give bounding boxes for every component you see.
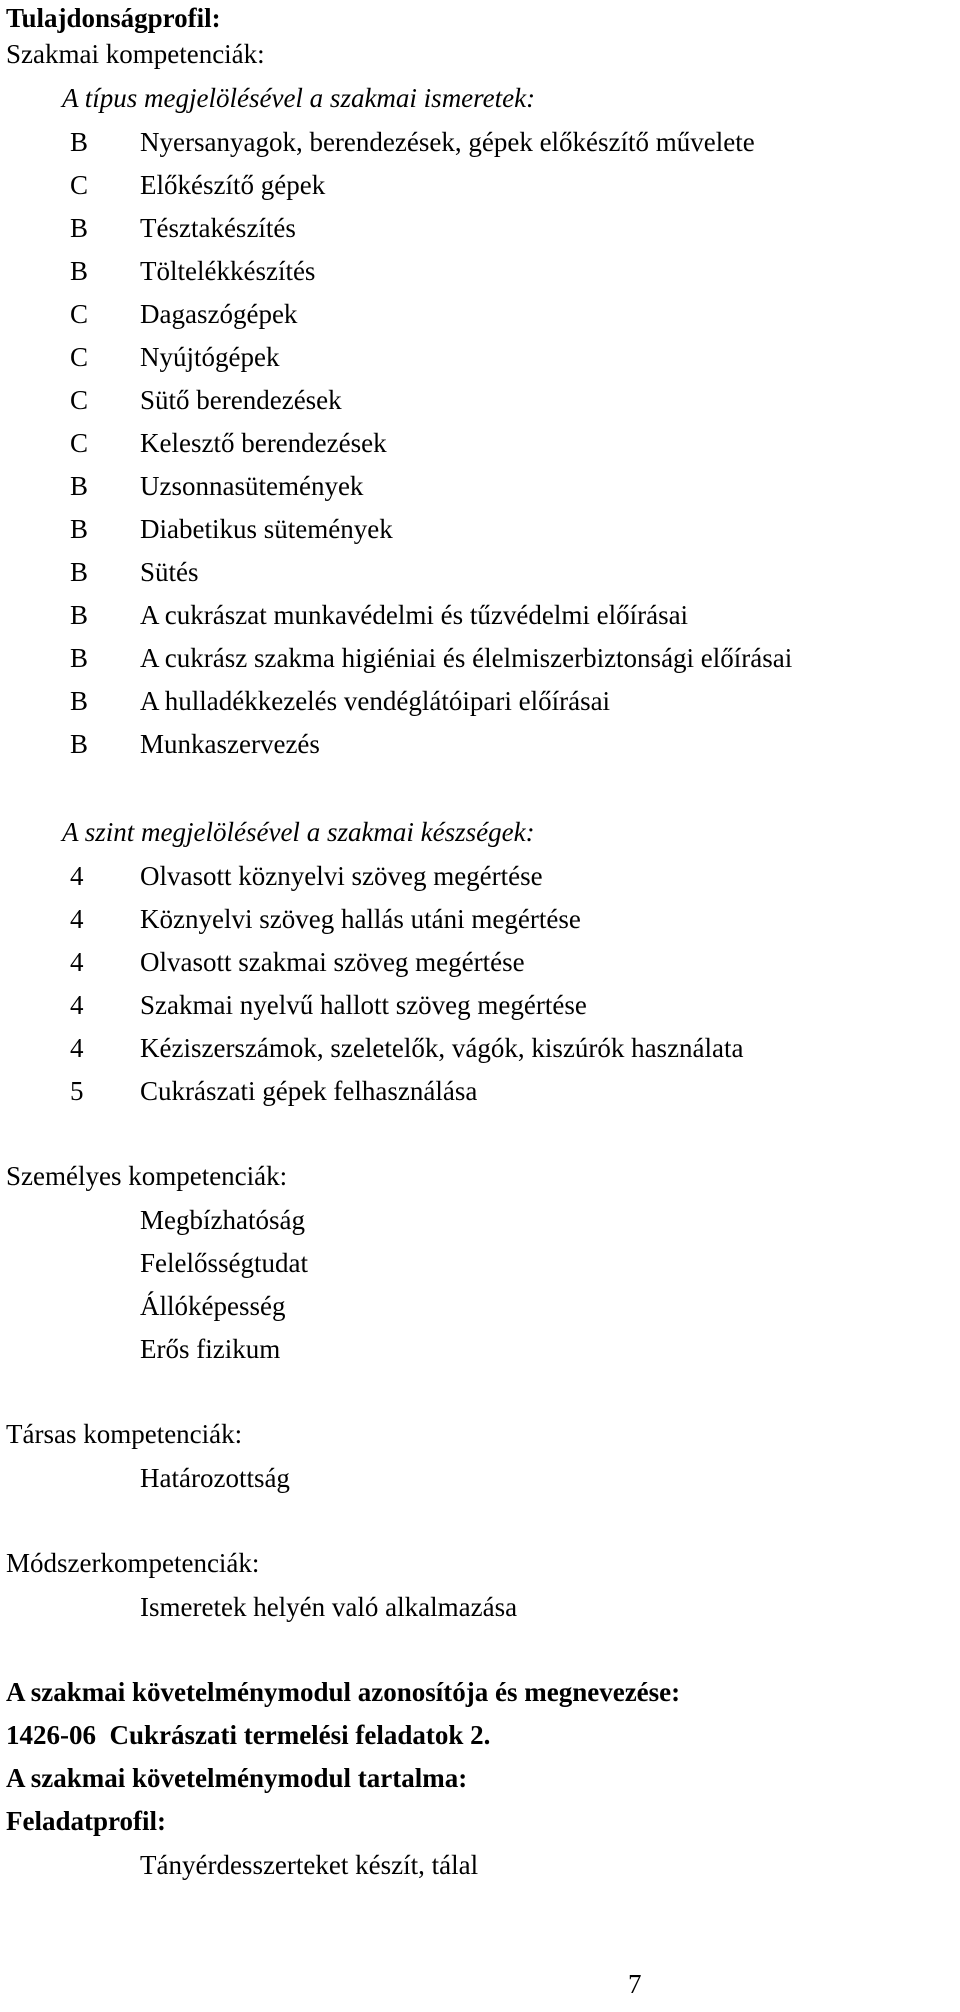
page-title: Tulajdonságprofil: (6, 3, 221, 33)
item-text: Sütés (140, 557, 199, 587)
list-item: Tányérdesszerteket készít, tálal (140, 1850, 479, 1880)
item-text: Olvasott köznyelvi szöveg megértése (140, 861, 543, 891)
szakmai-heading: Szakmai kompetenciák: (6, 39, 265, 69)
page-number: 7 (628, 1969, 642, 1999)
item-text: A cukrász szakma higiéniai és élelmiszerbiztonsági előírásai (140, 643, 793, 673)
list-item (0, 255, 960, 287)
item-text: Dagaszógépek (140, 299, 298, 329)
list-item (0, 212, 960, 244)
item-code: B (70, 213, 89, 243)
item-text: Kéziszerszámok, szeletelők, vágók, kiszúrók használata (140, 1033, 744, 1063)
item-code: 4 (70, 861, 84, 891)
item-text: Cukrászati gépek felhasználása (140, 1076, 478, 1106)
list-item (0, 903, 960, 935)
list-item: Megbízhatóság (140, 1205, 305, 1235)
item-text: Munkaszervezés (140, 729, 320, 759)
modul-heading: A szakmai követelménymodul azonosítója és megnevezése: (6, 1677, 681, 1707)
list-item (0, 169, 960, 201)
item-text: A cukrászat munkavédelmi és tűzvédelmi előírásai (140, 600, 689, 630)
list-item (0, 513, 960, 545)
list-item (0, 989, 960, 1021)
tarsas-heading: Társas kompetenciák: (6, 1419, 243, 1449)
item-text: Olvasott szakmai szöveg megértése (140, 947, 525, 977)
list-item (0, 728, 960, 760)
item-code: 4 (70, 904, 84, 934)
list-item (0, 946, 960, 978)
item-code: 5 (70, 1076, 84, 1106)
list-item: Határozottság (140, 1463, 290, 1493)
item-text: Szakmai nyelvű hallott szöveg megértése (140, 990, 587, 1020)
list-item (0, 642, 960, 674)
list-item (0, 1032, 960, 1064)
item-code: B (70, 471, 89, 501)
item-code: B (70, 514, 89, 544)
item-code: B (70, 256, 89, 286)
item-text: Sütő berendezések (140, 385, 342, 415)
item-text: Nyersanyagok, berendezések, gépek előkészítő művelete (140, 127, 755, 157)
item-code: B (70, 729, 89, 759)
item-text: Tésztakészítés (140, 213, 296, 243)
list-item (0, 860, 960, 892)
item-text: Kelesztő berendezések (140, 428, 387, 458)
item-code: 4 (70, 947, 84, 977)
list-item (0, 341, 960, 373)
modszer-heading: Módszerkompetenciák: (6, 1548, 260, 1578)
list-item (0, 599, 960, 631)
item-text: Uzsonnasütemények (140, 471, 364, 501)
item-code: 4 (70, 990, 84, 1020)
list-item: Felelősségtudat (140, 1248, 308, 1278)
list-item (0, 427, 960, 459)
szemelyes-heading: Személyes kompetenciák: (6, 1161, 288, 1191)
list-item (0, 470, 960, 502)
list-item (0, 556, 960, 588)
item-text: A hulladékkezelés vendéglátóipari előírásai (140, 686, 611, 716)
list-item: Erős fizikum (140, 1334, 281, 1364)
modul-id-line: 1426-06 Cukrászati termelési feladatok 2. (6, 1720, 491, 1750)
list-item (0, 298, 960, 330)
list-item (0, 384, 960, 416)
item-text: Előkészítő gépek (140, 170, 326, 200)
item-code: C (70, 170, 89, 200)
item-code: B (70, 686, 89, 716)
ismeretek-heading: A típus megjelölésével a szakmai ismeretek: (62, 83, 536, 113)
item-code: B (70, 557, 89, 587)
modul-tartalma: A szakmai követelménymodul tartalma: (6, 1763, 468, 1793)
list-item: Ismeretek helyén való alkalmazása (140, 1592, 518, 1622)
item-code: B (70, 643, 89, 673)
item-text: Nyújtógépek (140, 342, 280, 372)
item-code: B (70, 600, 89, 630)
item-code: B (70, 127, 89, 157)
item-text: Diabetikus sütemények (140, 514, 393, 544)
item-text: Köznyelvi szöveg hallás utáni megértése (140, 904, 581, 934)
list-item (0, 1075, 960, 1107)
list-item (0, 126, 960, 158)
item-code: C (70, 299, 89, 329)
feladatprofil-heading: Feladatprofil: (6, 1806, 166, 1836)
item-code: C (70, 428, 89, 458)
keszsegek-heading: A szint megjelölésével a szakmai készségek: (62, 817, 535, 847)
list-item (0, 685, 960, 717)
item-code: 4 (70, 1033, 84, 1063)
item-code: C (70, 385, 89, 415)
item-text: Töltelékkészítés (140, 256, 316, 286)
list-item: Állóképesség (140, 1291, 286, 1321)
item-code: C (70, 342, 89, 372)
